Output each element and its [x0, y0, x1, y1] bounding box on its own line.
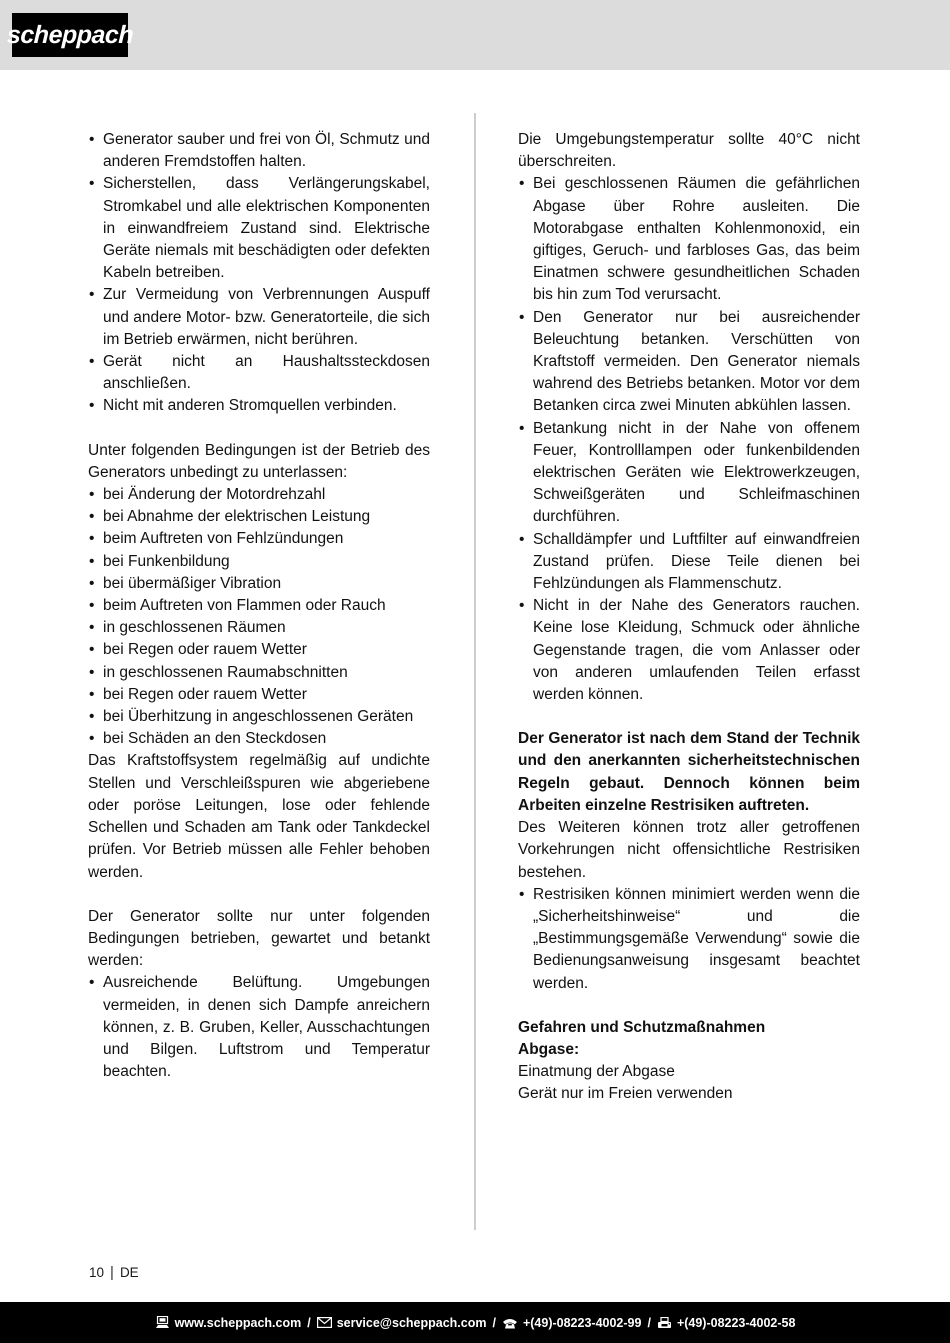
logo-text: scheppach [6, 20, 134, 49]
bullet-item [88, 551, 430, 573]
bullet-text: Den Generator nur bei ausreichender Beleuchtung betanken. Verschütten von Kraftstoff vermeiden. Den Generator niemals wahrend des Betriebs betanken. Motor vor dem Betanken circa zwei Minuten abkühlen lassen. [533, 308, 860, 415]
bullet-item [88, 595, 430, 617]
bullet-item [518, 173, 860, 306]
bullet-marker: • [89, 974, 95, 992]
bullet-marker: • [519, 597, 525, 615]
email-text: service@scheppach.com [336, 1315, 487, 1330]
bullet-item [518, 307, 860, 418]
paragraph-gap [88, 418, 430, 440]
bullet-text: Schalldämpfer und Luftfilter auf einwandfreien Zustand prüfen. Diese Teile dienen bei Fehlzündungen als Flammenschutz. [533, 530, 860, 593]
bullet-list [88, 129, 430, 418]
bullet-text: Sicherstellen, dass Verlängerungskabel, Stromkabel und alle elektrischen Komponenten in einwandfreiem Zustand sind. Elektrische Geräte niemals mit beschädigten oder defekten Kabeln betreiben. [103, 175, 430, 282]
scheppach-logo [6, 13, 134, 57]
paragraph-gap [88, 884, 430, 906]
fax-text: +(49)-08223-4002-58 [676, 1315, 796, 1330]
bullet-text: Gerät nicht an Haushaltssteckdosen anschließen. [103, 353, 430, 393]
paragraph: Des Weiteren können trotz aller getroffenen Vorkehrungen nicht offensichtliche Restrisiken bestehen. [518, 819, 860, 881]
page-language: DE [119, 1265, 139, 1280]
paragraph: Der Generator sollte nur unter folgenden Bedingungen betrieben, gewartet und betankt werden: [88, 907, 430, 970]
bullet-list [88, 484, 430, 750]
bullet-marker: • [89, 552, 95, 570]
bullet-marker: • [89, 619, 95, 637]
bullet-list [518, 884, 860, 995]
bullet-item [88, 484, 430, 506]
bullet-marker: • [89, 175, 95, 193]
bullet-marker: • [89, 641, 95, 659]
bullet-list [88, 972, 430, 1083]
bullet-text: beim Auftreten von Flammen oder Rauch [103, 597, 386, 615]
website-item [155, 1316, 302, 1330]
website-text: www.scheppach.com [174, 1315, 302, 1330]
paragraph: Einatmung der Abgase [518, 1063, 675, 1081]
left-column [88, 129, 430, 1106]
fax-icon [657, 1317, 672, 1329]
bullet-text: Generator sauber und frei von Öl, Schmutz und anderen Fremdstoffen halten. [103, 131, 430, 171]
bullet-text: bei Schäden an den Steckdosen [103, 730, 327, 748]
bullet-item [88, 706, 430, 728]
bullet-item [88, 351, 430, 395]
page-content [88, 129, 860, 1106]
paragraph-gap [518, 995, 860, 1017]
right-column [518, 129, 860, 1106]
bullet-text: Betankung nicht in der Nahe von offenem Feuer, Kontrolllampen oder funkenbildenden elektrischen Geräten wie Elektrowerkzeugen, Schweißgeräten und Schleifmaschinen durchführen. [533, 419, 860, 526]
bullet-text: Nicht mit anderen Stromquellen verbinden. [103, 397, 397, 415]
bullet-list [518, 173, 860, 706]
bullet-item [88, 684, 430, 706]
page-number [89, 1264, 139, 1281]
bullet-marker: • [89, 508, 95, 526]
phone-item [502, 1316, 642, 1330]
bullet-marker: • [89, 286, 95, 304]
bullet-text: bei Regen oder rauem Wetter [103, 685, 307, 703]
bullet-text: bei Überhitzung in angeschlossenen Geräten [103, 708, 414, 726]
paragraph: Gerät nur im Freien verwenden [518, 1085, 733, 1103]
bullet-item [88, 639, 430, 661]
bullet-marker: • [519, 885, 525, 903]
bullet-marker: • [89, 597, 95, 615]
bullet-marker: • [519, 419, 525, 437]
paragraph: Die Umgebungstemperatur sollte 40°C nicht überschreiten. [518, 131, 860, 171]
bullet-marker: • [519, 530, 525, 548]
bullet-marker: • [89, 530, 95, 548]
bullet-text: bei Abnahme der elektrischen Leistung [103, 508, 371, 526]
fax-item [657, 1316, 796, 1330]
header-band [0, 0, 950, 70]
bullet-text: beim Auftreten von Fehlzündungen [103, 530, 344, 548]
bullet-marker: • [89, 730, 95, 748]
bullet-item [88, 728, 430, 750]
bullet-item [88, 506, 430, 528]
bullet-text: bei übermäßiger Vibration [103, 574, 282, 592]
bullet-item [88, 395, 430, 417]
computer-icon [155, 1316, 170, 1329]
bullet-text: Zur Vermeidung von Verbrennungen Auspuff und andere Motor- bzw. Generatorteile, die sich im Betrieb erwärmen, nicht berühren. [103, 286, 430, 348]
bullet-item [88, 617, 430, 639]
footer-separator: / [307, 1315, 311, 1330]
bullet-item [88, 662, 430, 684]
paragraph: Unter folgenden Bedingungen ist der Betrieb des Generators unbedingt zu unterlassen: [88, 441, 430, 481]
bullet-marker: • [519, 308, 525, 326]
page-number-value: 10 [89, 1265, 105, 1280]
footer-separator: / [647, 1315, 651, 1330]
bullet-marker: • [89, 131, 95, 148]
bullet-item [518, 884, 860, 995]
bullet-item [88, 129, 430, 173]
contact-footer-bar [0, 1302, 950, 1343]
bullet-item [88, 173, 430, 284]
bullet-item [88, 284, 430, 351]
bullet-text: Bei geschlossenen Räumen die gefährlichen Abgase über Rohre ausleiten. Die Motorabgase enthalten Kohlenmonoxid, ein giftiges, Geruch- und farbloses Gas, das beim Einatmen schwere gesundheitlichen Schaden bis hin zum Tod verursacht. [533, 175, 860, 304]
bullet-marker: • [89, 663, 95, 681]
bullet-text: Ausreichende Belüftung. Umgebungen vermeiden, in denen sich Dampfe anreichern können, z. B. Gruben, Keller, Ausschachtungen und Bilgen. Luftstrom und Temperatur beachten. [103, 974, 430, 1081]
page-number-divider: | [110, 1264, 114, 1281]
bullet-text: bei Änderung der Motordrehzahl [103, 486, 326, 504]
bullet-item [88, 972, 430, 1083]
bullet-marker: • [89, 574, 95, 592]
bold-paragraph: Der Generator ist nach dem Stand der Technik und den anerkannten sicherheitstechnischen Regeln gebaut. Dennoch können beim Arbeiten einzelne Restrisiken auftreten. [518, 730, 860, 814]
bullet-item [518, 529, 860, 596]
phone-text: +(49)-08223-4002-99 [522, 1315, 642, 1330]
bullet-text: in geschlossenen Raumabschnitten [103, 663, 348, 681]
bullet-marker: • [89, 685, 95, 703]
bold-paragraph: Gefahren und Schutzmaßnahmen [518, 1018, 766, 1036]
bullet-item [88, 528, 430, 550]
bullet-text: in geschlossenen Räumen [103, 619, 286, 637]
bullet-text: Restrisiken können minimiert werden wenn die „Sicherheitshinweise“ und die „Bestimmungsgemäße Verwendung“ sowie die Bedienungsanweisung insgesamt beachtet werden. [533, 885, 860, 992]
footer-separator: / [492, 1315, 496, 1330]
paragraph: Das Kraftstoffsystem regelmäßig auf undichte Stellen und Verschleißspuren wie abgeriebene oder poröse Leitungen, lose oder fehlende Schellen und Schaden am Tank oder Tankdeckel prüfen. Vor Betrieb müssen alle Fehler behoben werden. [88, 752, 430, 881]
paragraph-gap [518, 706, 860, 728]
phone-icon [502, 1317, 518, 1329]
bold-paragraph: Abgase: [518, 1040, 580, 1058]
bullet-marker: • [89, 486, 95, 504]
bullet-marker: • [519, 175, 525, 193]
bullet-item [518, 595, 860, 706]
bullet-item [518, 418, 860, 529]
email-icon [317, 1317, 332, 1328]
bullet-text: bei Funkenbildung [103, 552, 230, 570]
bullet-marker: • [89, 353, 95, 371]
bullet-text: bei Regen oder rauem Wetter [103, 641, 307, 659]
bullet-text: Nicht in der Nahe des Generators rauchen. Keine lose Kleidung, Schmuck oder ähnliche Gegenstande tragen, die vom Anlasser oder von anderen umlaufenden Teilen erfasst werden können. [533, 597, 860, 704]
bullet-marker: • [89, 708, 95, 726]
email-item [317, 1316, 487, 1330]
bullet-marker: • [89, 397, 95, 415]
bullet-item [88, 573, 430, 595]
